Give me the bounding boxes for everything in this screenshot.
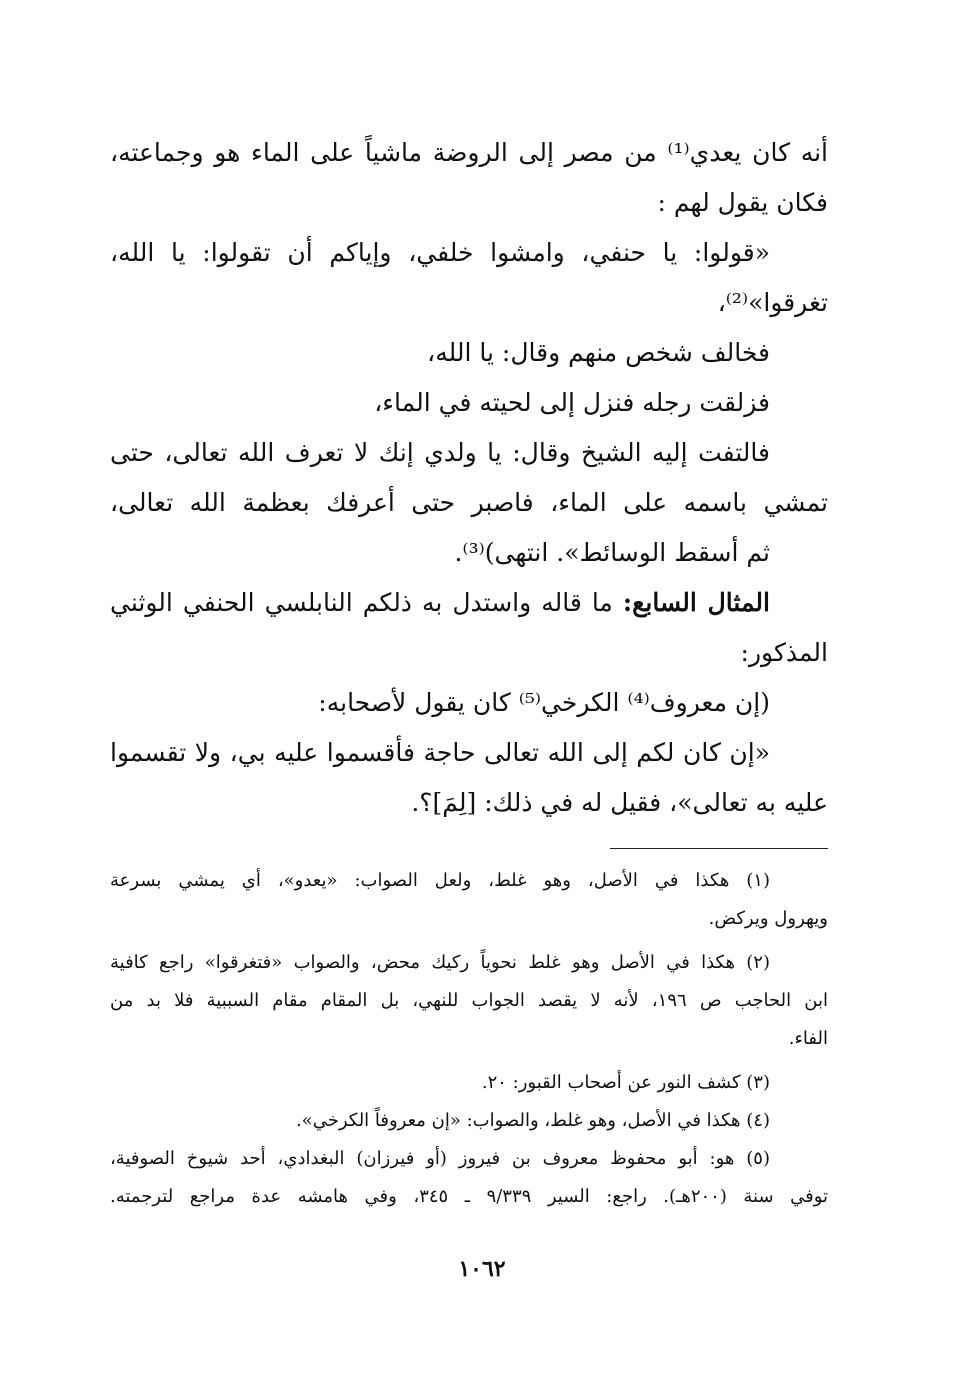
page-number: ١٠٦٢ (458, 1256, 506, 1282)
example-label: المثال السابع: (622, 588, 770, 617)
footnote-5: (٥) هو: أبو محفوظ معروف بن فيروز (أو فيرزان) البغدادي، أحد شيوخ الصوفية، (110, 1148, 770, 1169)
footnote-5-cont: توفي سنة (٢٠٠هـ). راجع: السير ٩/٣٣٩ ـ ٣٤٥، وفي هامشه عدة مراجع لترجمته. (110, 1186, 828, 1207)
text-line: فكان يقول لهم : (657, 188, 828, 217)
text-line: فالتفت إليه الشيخ وقال: يا ولدي إنك لا تعرف الله تعالى، حتى (110, 438, 770, 467)
main-text (110, 128, 828, 828)
text-line: تمشي باسمه على الماء، فاصبر حتى أعرفك بعظمة الله تعالى، (110, 488, 828, 517)
footnote-2: (٢) هكذا في الأصل وهو غلط نحوياً ركيك محض، والصواب «فتغرقوا» راجع كافية (110, 952, 770, 973)
footnote-2-cont: ابن الحاجب ص ١٩٦، لأنه لا يقصد الجواب للنهي، بل المقام مقام السببية فلا بد من (110, 990, 828, 1011)
footnotes (110, 862, 828, 1216)
text-line: (إن معروف⁽⁴⁾ الكرخي⁽⁵⁾ كان يقول لأصحابه: (318, 688, 770, 717)
footnote-separator (610, 848, 828, 849)
footnote-1: (١) هكذا في الأصل، وهو غلط، ولعل الصواب: «يعدو»، أي يمشي بسرعة (110, 870, 770, 891)
text-line: فخالف شخص منهم وقال: يا الله، (427, 338, 770, 367)
text-line: المذكور: (740, 638, 828, 667)
quote-line: تغرقوا»⁽²⁾، (717, 288, 828, 317)
footnote-4: (٤) هكذا في الأصل، وهو غلط، والصواب: «إن معروفاً الكرخي». (295, 1110, 770, 1131)
text-line: أنه كان يعدي⁽¹⁾ من مصر إلى الروضة ماشياً على الماء هو وجماعته، (110, 138, 828, 167)
text-line: فزلقت رجله فنزل إلى لحيته في الماء، (374, 388, 770, 417)
footnote-3: (٣) كشف النور عن أصحاب القبور: ٢٠. (481, 1072, 770, 1093)
footnote-1-cont: ويهرول ويركض. (708, 908, 828, 929)
quote-line: «إن كان لكم إلى الله تعالى حاجة فأقسموا عليه بي، ولا تقسموا (110, 738, 770, 767)
example-heading-line (110, 578, 828, 628)
text-line: ثم أسقط الوسائط». انتهى)⁽³⁾. (454, 538, 770, 567)
example-text: ما قاله واستدل به ذلكم النابلسي الحنفي الوثني (110, 588, 613, 617)
quote-line: «قولوا: يا حنفي، وامشوا خلفي، وإياكم أن تقولوا: يا الله، (110, 238, 770, 267)
quote-line: عليه به تعالى»، فقيل له في ذلك: [لِمَ]؟. (411, 788, 828, 817)
footnote-2-cont: الفاء. (788, 1028, 828, 1049)
